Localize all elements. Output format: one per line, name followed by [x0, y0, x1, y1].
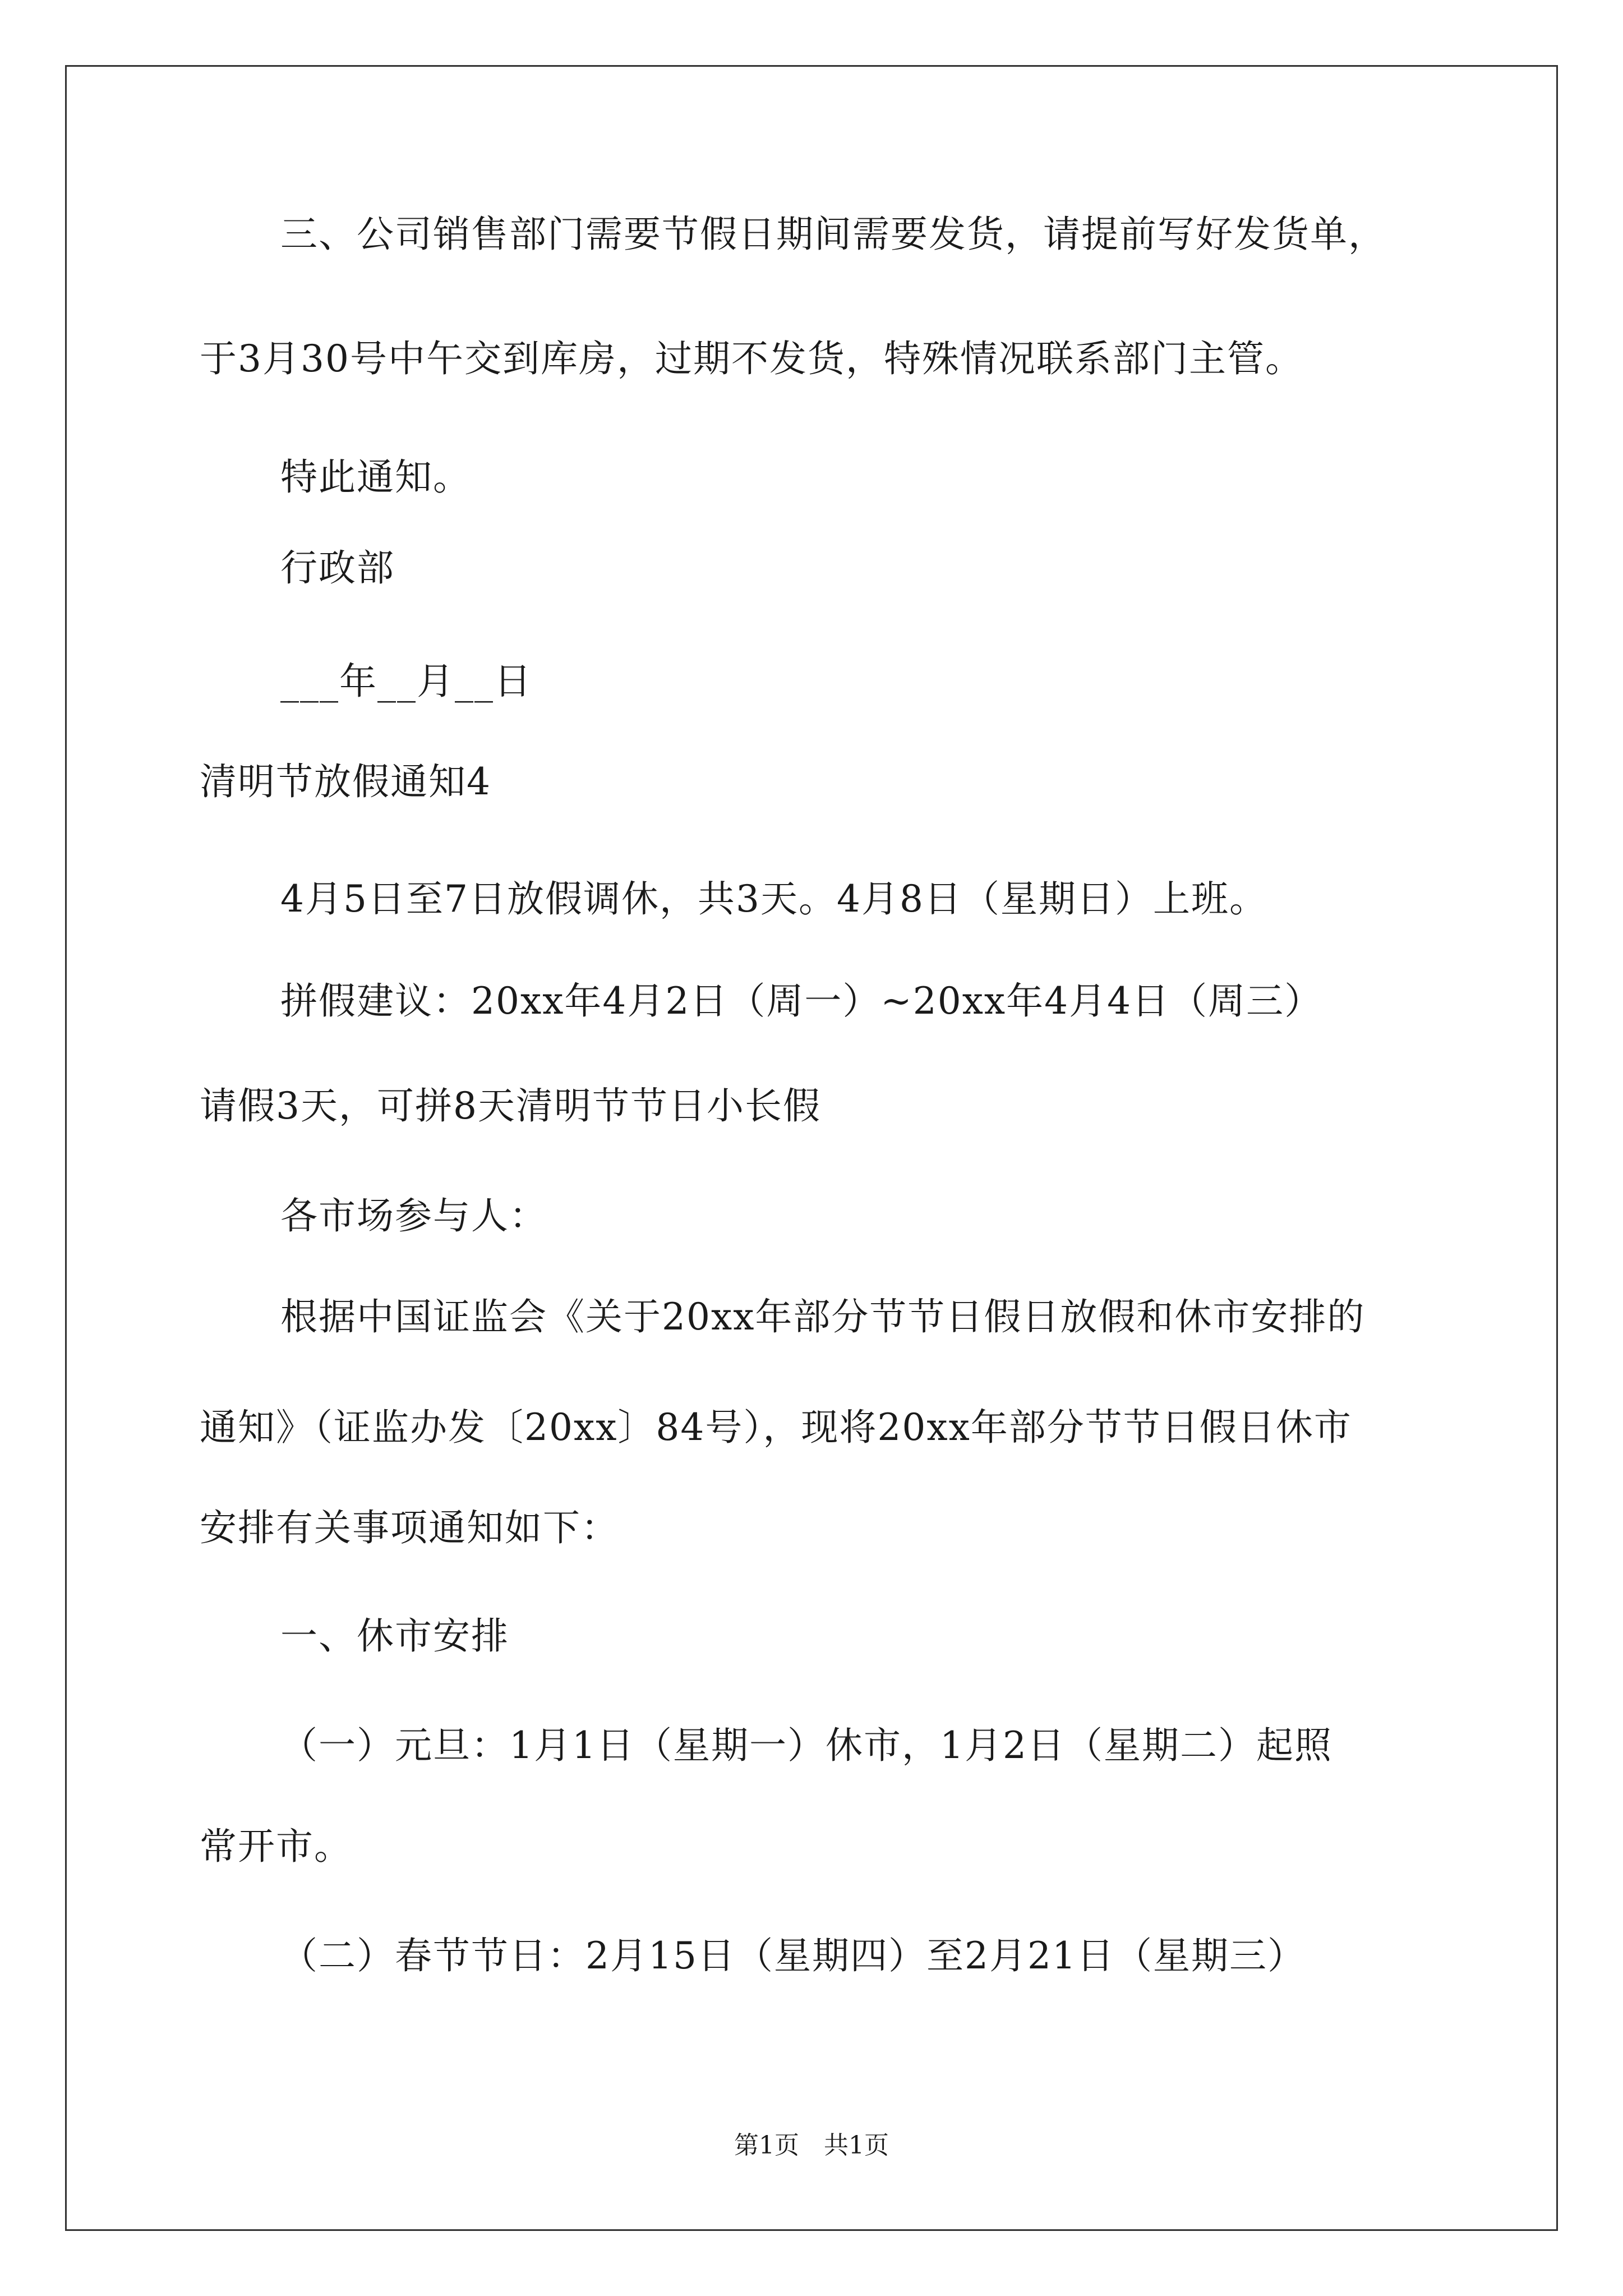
paragraph-line-2: 于3月30号中午交到库房，过期不发货，特殊情况联系部门主管。 [200, 337, 1303, 380]
paragraph-line-17: （二）春节节日：2月15日（星期四）至2月21日（星期三） [280, 1934, 1306, 1977]
paragraph-line-11: 根据中国证监会《关于20xx年部分节节日假日放假和休市安排的 [280, 1295, 1366, 1338]
page-border [65, 65, 1558, 2231]
paragraph-line-12: 通知》（证监办发〔20xx〕84号），现将20xx年部分节节日假日休市 [200, 1406, 1352, 1449]
paragraph-line-10: 各市场参与人： [280, 1194, 547, 1237]
paragraph-line-1: 三、公司销售部门需要节假日期间需要发货，请提前写好发货单， [280, 213, 1386, 256]
paragraph-line-9: 请假3天，可拼8天清明节节日小长假 [200, 1084, 821, 1128]
paragraph-line-3: 特此通知。 [280, 455, 471, 499]
paragraph-line-7: 4月5日至7日放假调休，共3天。4月8日（星期日）上班。 [280, 877, 1267, 921]
paragraph-line-8: 拼假建议：20xx年4月2日（周一）~20xx年4月4日（周三） [280, 979, 1323, 1023]
signature-date: ___年__月__日 [280, 660, 532, 703]
paragraph-line-14: 一、休市安排 [280, 1614, 509, 1658]
signature-department: 行政部 [280, 546, 395, 590]
paragraph-line-13: 安排有关事项通知如下： [200, 1506, 619, 1549]
paragraph-line-15: （一）元旦：1月1日（星期一）休市，1月2日（星期二）起照 [280, 1724, 1332, 1767]
section-heading: 清明节放假通知4 [200, 760, 491, 803]
paragraph-line-16: 常开市。 [200, 1825, 352, 1868]
page-footer: 第1页 共1页 [734, 2131, 889, 2160]
